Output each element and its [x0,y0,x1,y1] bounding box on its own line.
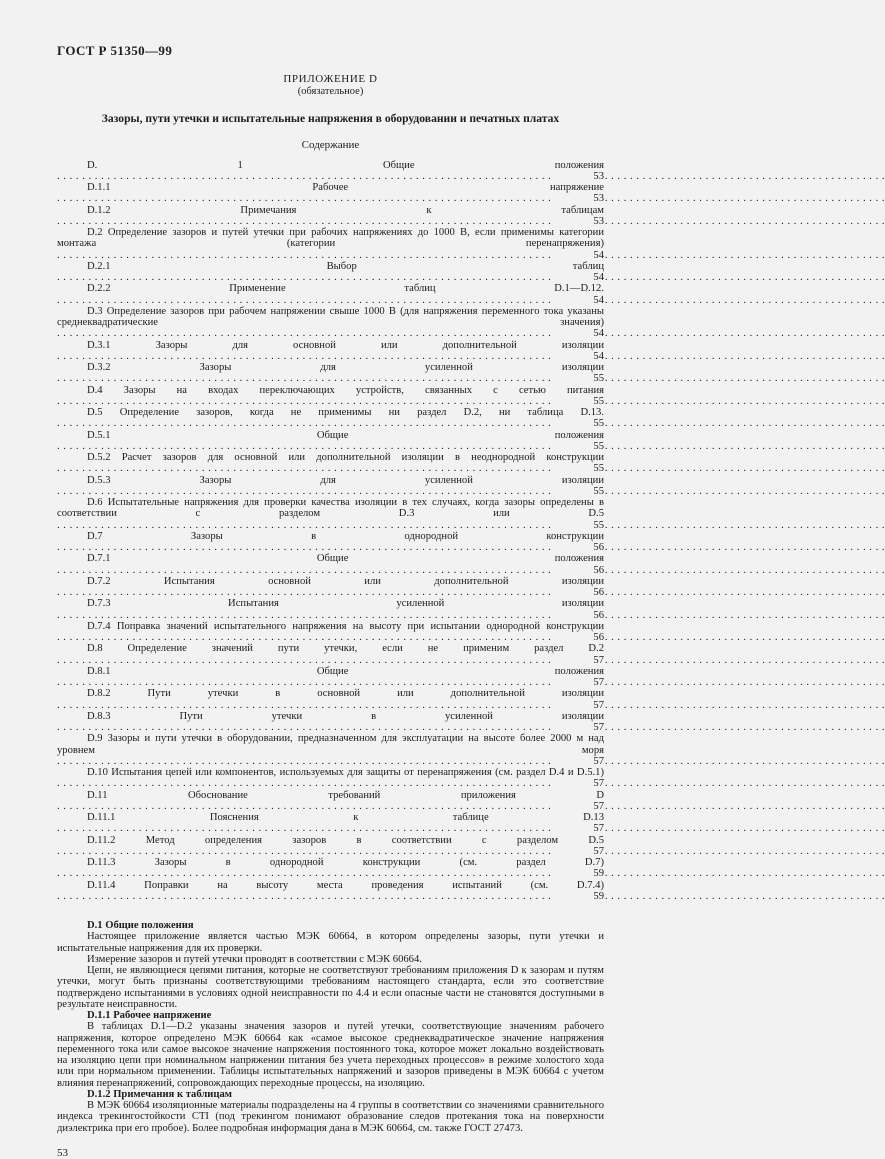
toc-entry [57,553,604,576]
toc-dot-leader [57,250,885,261]
toc-entry [57,767,604,790]
toc-entry-label: D.1.2 Примечания к таблицам [87,204,604,216]
toc-dot-leader [57,373,885,384]
body-block: В МЭК 60664 изоляционные материалы подразделены на 4 группы в соответствии со значениями сравнительного индекса трекингостойкости CTI (под трекингом понимают образование следов протекания тока на поверхности диэлектрика при его пробое). Более подробная информация дана в МЭК 60664, см. также ГОСТ 27473. [57,1100,604,1134]
doc-number: ГОСТ Р 51350—99 [57,43,173,58]
toc-entry [57,790,604,813]
toc-entry [57,531,604,554]
toc-page-number: 53 [555,171,604,182]
toc-page-number: 57 [555,700,604,711]
toc-page-number: 53 [555,193,604,204]
toc-dot-leader [57,801,885,812]
toc-entry-label: D.8.2 Пути утечки в основной или дополнительной изоляции [87,688,604,700]
toc-entry [57,306,604,340]
toc-entry-label: D.9 Зазоры и пути утечки в оборудовании, предназначенном для эксплуатации на высоте более 2000 м над уровнем моря [57,733,604,756]
toc-page-number: 59 [555,868,604,879]
body-block: D.1.2 Примечания к таблицам [87,1088,233,1100]
toc-entry-label: D.11.1 Пояснения к таблице D.13 [87,812,604,823]
toc-page-number: 55 [555,418,604,429]
toc-page-number: 55 [555,520,604,531]
toc-entry [57,497,604,531]
toc-entry [57,812,604,835]
body-block: Настоящее приложение является частью МЭК 60664, в котором определены зазоры, пути утечки и испытательные напряжения для их проверки. [57,931,604,954]
toc-page-number: 55 [555,373,604,384]
toc-entry-label: D.11.3 Зазоры в однородной конструкции (см. раздел D.7) [87,857,604,868]
toc-dot-leader [57,272,885,283]
toc-page-number: 55 [555,441,604,452]
toc-page-number: 54 [555,351,604,362]
toc-heading: Содержание [301,138,360,151]
toc-page-number: 57 [555,778,604,789]
body-block: D.1 Общие положения [87,920,194,931]
toc-dot-leader [57,295,885,306]
toc-entry-label: D.8.1 Общие положения [87,665,604,677]
toc-entry-label: D.8 Определение значений пути утечки, если не применим раздел D.2 [87,643,604,655]
toc-entry [57,733,604,767]
toc-dot-leader [57,193,885,204]
toc-entry-label: D.5.3 Зазоры для усиленной изоляции [87,474,604,486]
toc-entry [57,688,604,711]
toc-entry [57,475,604,498]
toc-entry [57,666,604,689]
toc-page-number: 57 [555,677,604,688]
toc-page-number: 56 [555,587,604,598]
document-body [57,920,604,1134]
appendix-label: ПРИЛОЖЕНИЕ D [283,73,378,85]
toc-list [57,160,604,903]
toc-entry-label: D.2 Определение зазоров и путей утечки при рабочих напряжениях до 1000 В, если применимы категории монтажа (категории перенапряжения) [57,227,604,250]
toc-page-number: 56 [555,610,604,621]
toc-entry-label: D.3 Определение зазоров при рабочем напряжении свыше 1000 В (для напряжения переменного тока указаны среднеквадратические значения) [57,305,604,328]
toc-dot-leader [57,486,885,497]
toc-entry-label: D.7.1 Общие положения [87,553,604,565]
toc-entry [57,340,604,363]
toc-dot-leader [57,632,885,643]
toc-dot-leader [57,351,885,362]
toc-entry-label: D.7 Зазоры в однородной конструкции [87,530,604,542]
toc-page-number: 54 [555,250,604,261]
page-number-footer: 53 [57,1146,68,1159]
toc-entry [57,711,604,734]
toc-dot-leader [57,171,885,182]
toc-page-number: 55 [555,486,604,497]
toc-dot-leader [57,891,885,902]
toc-entry [57,283,604,306]
toc-page-number: 55 [555,463,604,474]
toc-entry-label: D.10 Испытания цепей или компонентов, используемых для защиты от перенапряжения (см. раздел D.4 и D.5.1) [87,767,604,778]
toc-entry-label: D.11.2 Метод определения зазоров в соответствии с разделом D.5 [87,834,604,846]
toc-entry-label: D.4 Зазоры на входах переключающих устройств, связанных с сетью питания [87,384,604,396]
toc-dot-leader [57,418,885,429]
toc-dot-leader [57,463,885,474]
toc-entry [57,452,604,475]
body-block: D.1.1 Рабочее напряжение [87,1010,212,1021]
toc-entry-label: D. 1 Общие положения [87,159,604,171]
toc-dot-leader [57,610,885,621]
toc-entry-label: D.3.2 Зазоры для усиленной изоляции [87,362,604,373]
toc-entry-label: D.11.4 Поправки на высоту места проведения испытаний (см. D.7.4) [87,879,604,891]
toc-entry [57,182,604,205]
toc-page-number: 57 [555,722,604,733]
toc-dot-leader [57,216,885,227]
toc-dot-leader [57,520,885,531]
toc-entry [57,621,604,644]
toc-dot-leader [57,778,885,789]
toc-entry [57,576,604,599]
toc-dot-leader [57,328,885,339]
toc-entry-label: D.5.2 Расчет зазоров для основной или дополнительной изоляции в неоднородной конструкции [87,452,604,463]
toc-entry [57,261,604,284]
toc-page-number: 53 [555,216,604,227]
appendix-type: (обязательное) [297,85,364,97]
toc-entry [57,362,604,385]
toc-dot-leader [57,587,885,598]
toc-entry-label: D.8.3 Пути утечки в усиленной изоляции [87,710,604,722]
toc-page-number: 55 [555,396,604,407]
body-block: Измерение зазоров и путей утечки проводят в соответствии с МЭК 60664. [87,953,422,965]
toc-dot-leader [57,396,885,407]
toc-dot-leader [57,565,885,576]
body-block: В таблицах D.1—D.2 указаны значения зазоров и путей утечки, соответствующие значениям рабочего напряжения, которое определено МЭК 60664 как «самое высокое среднеквадратическое значение напряжения переменного тока или самое высокое значение напряжения постоянного тока, которое может локально воздействовать на изоляцию цепи при номинальном напряжении питания без учета переходных процессов» в режиме холостого хода или при нормальном применении. Таблицы испытательных напряжений и зазоров приведены в МЭК 60664 с учетом влияния перенапряжений, сопровождающих переходные процессы, на изоляцию. [57,1021,604,1089]
toc-entry [57,880,604,903]
toc-dot-leader [57,542,885,553]
toc-page-number: 54 [555,295,604,306]
toc-entry-label: D.11 Обоснование требований приложения D [87,789,604,801]
toc-dot-leader [57,677,885,688]
toc-entry [57,857,604,880]
toc-dot-leader [57,722,885,733]
toc-dot-leader [57,823,885,834]
toc-dot-leader [57,868,885,879]
toc-entry-label: D.5.1 Общие положения [87,429,604,441]
toc-page-number: 56 [555,542,604,553]
toc-page-number: 57 [555,655,604,666]
toc-entry-label: D.3.1 Зазоры для основной или дополнительной изоляции [87,339,604,351]
toc-entry-label: D.7.4 Поправка значений испытательного напряжения на высоту при испытании однородной конструкции [87,620,604,632]
toc-entry-label: D.7.2 Испытания основной или дополнительной изоляции [87,575,604,587]
toc-entry [57,227,604,261]
toc-entry [57,835,604,858]
toc-entry [57,385,604,408]
toc-dot-leader [57,700,885,711]
toc-page-number: 54 [555,328,604,339]
toc-page-number: 57 [555,823,604,834]
document-title: Зазоры, пути утечки и испытательные напряжения в оборудовании и печатных платах [101,111,560,125]
toc-page-number: 56 [555,632,604,643]
toc-dot-leader [57,441,885,452]
body-block: Цепи, не являющиеся цепями питания, которые не соответствуют требованиям приложения D к зазорам и путям утечки, могут быть признаны соответствующими требованиям настоящего стандарта, если это соответствие подтверждено испытаниями в условиях одной неисправности по 4.4 и если опасные части не становятся доступными в результате неисправности. [57,965,604,1010]
toc-entry [57,205,604,228]
toc-entry [57,160,604,183]
toc-page-number: 57 [555,846,604,857]
toc-page-number: 57 [555,756,604,767]
toc-page-number: 57 [555,801,604,812]
toc-entry-label: D.7.3 Испытания усиленной изоляции [87,598,604,610]
toc-entry [57,598,604,621]
toc-entry-label: D.5 Определение зазоров, когда не применимы ни раздел D.2, ни таблица D.13. [87,407,604,418]
toc-page-number: 54 [555,272,604,283]
toc-entry [57,643,604,666]
toc-entry [57,407,604,430]
toc-dot-leader [57,756,885,767]
toc-entry-label: D.6 Испытательные напряжения для проверки качества изоляции в тех случаях, когда зазоры определены в соответствии с разделом D.3 или D.5 [57,497,604,520]
toc-page-number: 56 [555,565,604,576]
toc-entry-label: D.2.1 Выбор таблиц [87,260,604,272]
toc-page-number: 59 [555,891,604,902]
toc-entry-label: D.2.2 Применение таблиц D.1—D.12. [87,283,604,295]
toc-entry [57,430,604,453]
toc-entry-label: D.1.1 Рабочее напряжение [87,182,604,193]
toc-dot-leader [57,655,885,666]
toc-dot-leader [57,846,885,857]
